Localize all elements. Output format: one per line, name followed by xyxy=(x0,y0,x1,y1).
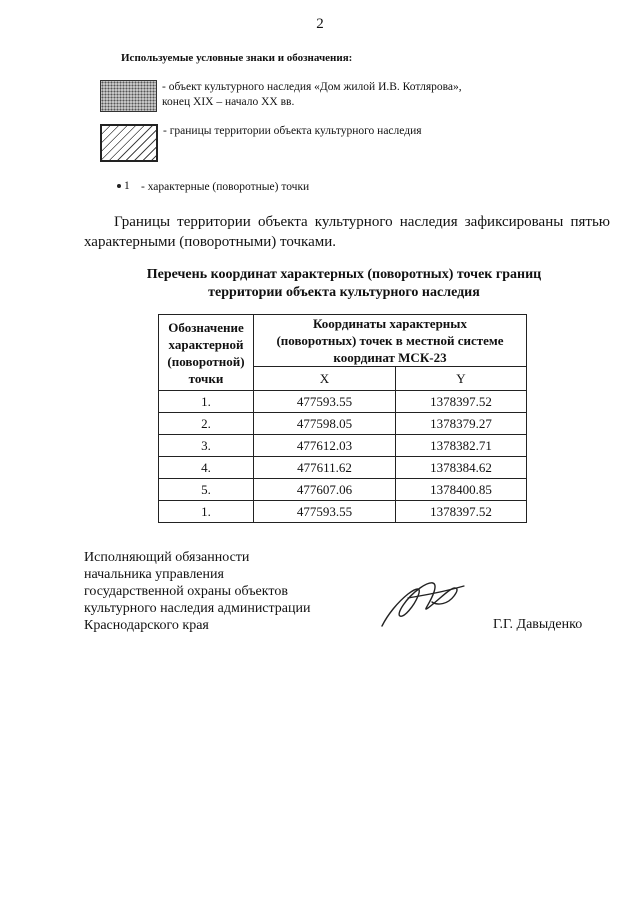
y-cell: 1378400.85 xyxy=(396,479,527,501)
header-line: координат МСК-23 xyxy=(333,350,447,365)
y-cell: 1378397.52 xyxy=(396,391,527,413)
y-cell: 1378379.27 xyxy=(396,413,527,435)
table-heading-line: территории объекта культурного наследия xyxy=(208,285,480,300)
signatory-line: культурного наследия администрации xyxy=(84,601,311,616)
coordinates-header xyxy=(254,315,527,367)
point-marker-icon xyxy=(117,184,121,188)
x-cell: 477607.06 xyxy=(254,479,396,501)
table-heading xyxy=(84,266,604,302)
x-cell: 477598.05 xyxy=(254,413,396,435)
body-paragraph: Границы территории объекта культурного наследия зафиксированы пятью характерными (поворотными) точками. xyxy=(84,214,610,250)
x-cell: 477611.62 xyxy=(254,457,396,479)
legend-title: Используемые условные знаки и обозначения: xyxy=(121,52,353,64)
dotted-fill-icon xyxy=(100,80,157,112)
y-cell: 1378384.62 xyxy=(396,457,527,479)
x-cell: 477593.55 xyxy=(254,501,396,523)
point-cell: 1. xyxy=(159,391,254,413)
point-cell: 4. xyxy=(159,457,254,479)
legend-item-heritage-object xyxy=(162,80,462,110)
point-cell: 2. xyxy=(159,413,254,435)
signatory-name: Г.Г. Давыденко xyxy=(493,617,583,632)
point-cell: 1. xyxy=(159,501,254,523)
signatory-line: начальника управления xyxy=(84,567,224,582)
x-column-header: X xyxy=(254,367,396,391)
y-column-header: Y xyxy=(396,367,527,391)
table-heading-line: Перечень координат характерных (поворотных) точек границ xyxy=(146,267,542,282)
header-line: (поворотной) xyxy=(167,353,245,369)
table-row xyxy=(159,457,527,479)
page-number: 2 xyxy=(316,16,324,32)
coordinates-table xyxy=(158,314,527,523)
signatory-line: государственной охраны объектов xyxy=(84,584,288,599)
x-cell: 477593.55 xyxy=(254,391,396,413)
legend-item-text: - объект культурного наследия «Дом жилой И.В. Котлярова», xyxy=(162,81,462,93)
table-row xyxy=(159,479,527,501)
table-row xyxy=(159,501,527,523)
point-column-header xyxy=(159,315,254,391)
signatory-title xyxy=(84,549,311,634)
handwritten-signature xyxy=(378,572,468,632)
hatched-fill-icon xyxy=(100,124,158,162)
table-row xyxy=(159,391,527,413)
signatory-line: Краснодарского края xyxy=(84,618,209,633)
point-cell: 3. xyxy=(159,435,254,457)
header-line: Обозначение xyxy=(168,319,244,335)
x-cell: 477612.03 xyxy=(254,435,396,457)
table-row xyxy=(159,413,527,435)
legend-marker-label: 1 xyxy=(124,180,130,192)
point-cell: 5. xyxy=(159,479,254,501)
header-line: точки xyxy=(188,370,224,386)
header-line: Координаты характерных xyxy=(313,316,467,331)
y-cell: 1378382.71 xyxy=(396,435,527,457)
table-row xyxy=(159,435,527,457)
legend-item-text: конец XIX – начало XX вв. xyxy=(162,96,295,108)
legend-item-territory-boundary: - границы территории объекта культурного наследия xyxy=(163,125,422,137)
header-line: (поворотных) точек в местной системе xyxy=(276,333,504,348)
legend-item-turning-points: - характерные (поворотные) точки xyxy=(141,181,310,193)
header-line: характерной xyxy=(168,336,244,352)
signatory-line: Исполняющий обязанности xyxy=(84,550,250,565)
y-cell: 1378397.52 xyxy=(396,501,527,523)
